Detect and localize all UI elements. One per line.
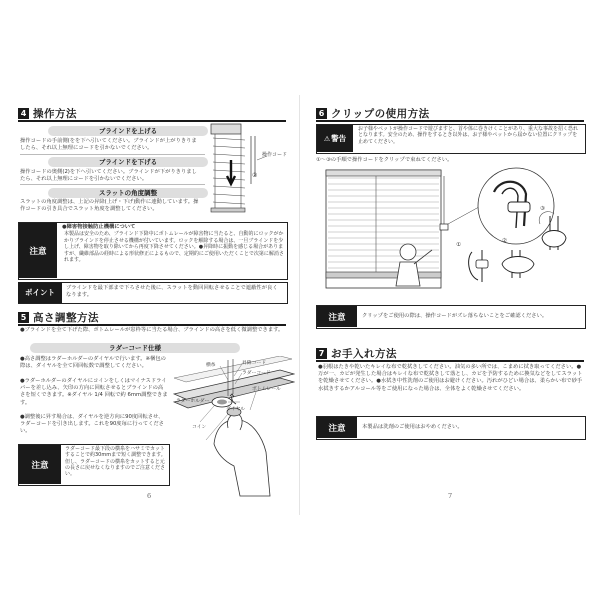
warning-label xyxy=(317,125,353,152)
fig-label-dial: ダイヤル xyxy=(226,407,246,412)
raise-label: ブラインドを上げる xyxy=(48,126,208,136)
section-number: 5 xyxy=(18,312,29,323)
ladder-spec-label: ラダーコード仕様 xyxy=(30,343,240,353)
lower-text: 操作コードの奥側(2)を下へ引いてください。ブラインドが下がりきりましたら、それ以上無理にコードを引かないでください。 xyxy=(20,169,197,183)
section-rule xyxy=(316,360,584,362)
clip-usage-figure xyxy=(316,166,586,298)
section-number: 7 xyxy=(316,348,327,359)
fig-label-ladder-holder: ラダーホルダー xyxy=(176,399,210,404)
angle-label: スラットの角度調整 xyxy=(48,188,208,198)
section-5-header xyxy=(18,310,99,325)
height-text-2: ●ラダーホルダーのダイヤルにコインをしくはマイナスドライバーを差し込み、矢印の方向に回転させるとブラインドの高さを短くできます。※ダイヤル 1/4 回転で約 6mm調整できます。 xyxy=(20,378,168,406)
height-text-3: ●調整後に昇す場合は、ダイヤルを逆方向に90度回転させ、ラダーコードを引き出します。これを90度毎に行ってください。 xyxy=(20,414,164,435)
care-text: ●羽根はたきや乾いたキレイな布で乾拭きしてください。油気の多い所では、こまめに拭き取ってください。●万が一、カビが発生した場合はキレイな布で乾拭きして落とし、カビを予防するために換気などをしてスラットを乾燥させてください。●水拭き中性洗剤のご使用はお避けください。汚れがひどい場合は、柔らかい布で砂手水拭きするかアルコール等をご使用になった場合は、全体をよく乾燥させてください。 xyxy=(318,364,583,392)
page-number: 7 xyxy=(448,492,453,500)
point-label: ポイント xyxy=(18,282,62,303)
lower-label: ブラインドを下げる xyxy=(48,157,208,167)
caution-label: 注意 xyxy=(317,306,357,327)
caution-text: 本製品は安全のため、ブラインド下降中にボトムレールが障害物に当たると、自動的にロックがかかりブラインドを停止させる機構が付いています。ロックを解除する場合は、一旦ブラインドを少し上げ、障害物を取り除いてから再度下降させてください。●昇降時に振動を感じる場合がありますが、繊維部品の経時による形状修正によるもので、定期的にご使用いただくことで次第に解消されます。 xyxy=(64,231,284,264)
fig-label-coin: コイン xyxy=(192,425,207,430)
fig-label-yoko: 横糸 xyxy=(206,363,216,368)
section-title: クリップの使用方法 xyxy=(331,108,430,120)
step-mark-2: ② xyxy=(502,238,507,244)
height-text-1: ●高さ調整はラダーホルダーのダイヤルで行います。※梱包の際は、ダイヤルを全て回回転数で調整してください。 xyxy=(20,356,166,370)
section-4-header xyxy=(18,106,77,121)
height-intro: ●ブラインドを全て下げた際、ボトムレールが窓枠等に当たる場合、ブラインドの高さを低く微調整できます。 xyxy=(20,327,284,333)
caution-label: 注意 xyxy=(19,445,61,484)
divider xyxy=(20,154,205,155)
warning-label-text: 警告 xyxy=(331,134,347,143)
raise-text: 操作コードの手前側(をを下へ引いてください。ブラインドが上がりきりましたら、それ以上無理にコードを引かないでください。 xyxy=(20,138,197,152)
blind-operation-figure xyxy=(205,120,295,220)
fig-label-lift-cord: 昇降コード xyxy=(242,361,266,366)
right-page xyxy=(300,0,600,600)
warning-icon: ⚠ xyxy=(323,134,331,143)
caution-text: 本製品は洗剤のご使用はおやめください。 xyxy=(362,424,463,430)
fig-step-mark: ② xyxy=(252,172,258,179)
warning-text: お子様やペットが操作コードで遊びますと、首や体に巻きけくことがあり、重大な事故を招く恐れとなります。安全のため、操作をするとき以外は、お子様やペットから届かない位置にクリップを止めてください。 xyxy=(358,126,579,145)
caution-title: ●障害物接触防止機構について xyxy=(62,224,136,230)
caution-label: 注意 xyxy=(19,223,57,278)
bottom-rail-figure xyxy=(170,356,295,501)
fig-label-ladder-cord: ラダーコード xyxy=(242,371,271,376)
caution-label: 注意 xyxy=(317,417,357,438)
fig-label-cord: 操作コード xyxy=(262,152,288,158)
angle-text: スラットの角度調整は、上記の昇降(上げ・下げ)動作に連動しています。操作コードの引き具合でスラット角度を調整してください。 xyxy=(20,199,199,213)
section-rule xyxy=(316,120,584,122)
caution-text: クリップをご使用の際は、操作コードがズレ落ちないことをご確認ください。 xyxy=(362,313,548,319)
caution-text: ラダーコード最下段の横糸をハサミでカットすることで約30mmまで短く調整できます。但し、ラダーコードの横糸をカットすると元の長さに戻せなくなりますのでご注意ください。 xyxy=(65,446,166,478)
section-number: 6 xyxy=(316,108,327,119)
step-mark-1: ① xyxy=(456,242,461,248)
section-6-header xyxy=(316,106,430,121)
step-mark-3: ③ xyxy=(540,206,545,212)
section-7-header xyxy=(316,346,397,361)
section-title: お手入れ方法 xyxy=(331,348,397,360)
page-number: 6 xyxy=(147,492,152,500)
point-text: ブラインドを最下部まで下ろさせた後に、スラットを動回回転させることで遮蔽性が良くなります。 xyxy=(66,285,278,299)
fig-label-bottom-rail: ボトムレール xyxy=(252,387,281,392)
clip-steps-text: ①〜③の手順で操作コードをクリップで束ねてください。 xyxy=(316,157,453,163)
section-rule xyxy=(18,324,286,326)
section-number: 4 xyxy=(18,108,29,119)
section-title: 高さ調整方法 xyxy=(33,312,99,324)
section-title: 操作方法 xyxy=(33,108,77,120)
divider xyxy=(20,184,205,185)
